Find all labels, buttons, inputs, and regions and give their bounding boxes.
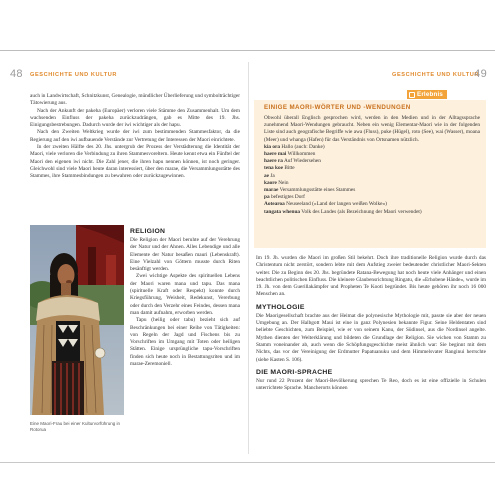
top-divider bbox=[0, 50, 495, 51]
sprache-heading: DIE MAORI-SPRACHE bbox=[256, 368, 333, 376]
left-running-head: GESCHICHTE UND KULTUR bbox=[30, 72, 118, 78]
paragraph: Nur rund 22 Prozent der Maori-Bevölkerung sprechen Te Reo, doch es ist eine offizielle in Schulen unterrichtete Sprache. Mancherorts können bbox=[256, 377, 486, 392]
glossary-item: pa befestigtes Dorf bbox=[264, 194, 305, 201]
left-intro-text bbox=[30, 93, 240, 181]
glossary-item: haere ra Auf Wiedersehen bbox=[264, 158, 321, 165]
maori-woman-photo bbox=[30, 225, 124, 415]
right-column-text bbox=[256, 255, 486, 392]
religion-section bbox=[130, 228, 240, 368]
religion-heading: RELIGION bbox=[130, 228, 166, 235]
photo-illustration bbox=[30, 225, 124, 415]
paragraph: Zwei wichtige Aspekte des spirituellen Lebens der Maori waren mana und tapu. Das mana (spirituelle Kraft oder Respekt) konnte durch Kriegsführung, Weisheit, Redekunst, Vererbung oder durch den Verzehr eines Feindes, dessen mana man damit aufnahm, erworben werden. bbox=[130, 273, 240, 316]
paragraph: auch in Landwirtschaft, Schnitzkunst, Genealogie, mündlicher Überlieferung und symbolträchtiger Tätowierung aus. bbox=[30, 93, 240, 107]
mythologie-heading: MYTHOLOGIE bbox=[256, 303, 305, 311]
erlebnis-intro: Obwohl überall Englisch gesprochen wird, werden in den Medien und in der Alltagssprache zunehmend Maori-Wendungen gebraucht. Neben ein wenig Elementar-Maori wie in der folgenden Liste sind auch geografische Begriffe wie awa (Fluss), puke (Hügel), roto (See), wai (Wasser), moana (Meer) und whanga (Hafen) für das Verständnis von Ortsnamen nützlich. bbox=[264, 115, 480, 143]
paragraph: Die Maorigesellschaft brachte aus der Heimat die polynesische Mythologie mit, passte sie aber der neuen Umgebung an. Der Halbgott Maui ist eine in ganz Polynesien bekannte Figur. Seine Heldentaten sind beliebte Geschichten, zum Beispiel, wie er von seinem Kanu, der Südinsel, aus die Nordinsel angelte. Mythen dienten der Welterklärung und bildeten die Grundlage der Religion. Sie wichen von Stamm zu Stamm voneinander ab, auch wenn die Schöpfungsgeschichte meist ähnlich war: Sie beginnt mit dem Nichts, das vor der Vereinigung der Erdmutter Papatuanuku und dem Himmelsvater Ranginui herrschte (siehe Kasten S. 106). bbox=[256, 312, 486, 363]
glossary-list bbox=[264, 144, 480, 216]
erlebnis-box bbox=[254, 100, 486, 248]
paragraph: Tapu (heilig oder tabu) bezieht sich auf Beschränkungen bei einer Reihe von Tätigkeiten: von Regeln der Jagd und Fischens bis zu Vorschriften im Umgang mit Toten oder heiligen Stätten. Einige ursprüngliche tapu-Vorschriften finden sich heute noch in Bestattungsriten und im marae-Zeremoniell. bbox=[130, 317, 240, 368]
glossary-item: Aotearoa Neuseeland (»Land der langen weißen Wolke«) bbox=[264, 201, 387, 208]
glossary-item: kia ora Hallo (auch: Danke) bbox=[264, 143, 325, 150]
glossary-item: ae Ja bbox=[264, 172, 275, 179]
page-gutter bbox=[248, 62, 249, 454]
erlebnis-label: Erlebnis bbox=[417, 91, 444, 98]
paragraph: Im 19. Jh. wurden die Maori im großen Stil bekehrt. Doch ihre traditionelle Religion wurde durch das Christentum nicht zerstört, sondern lebte mit dem Aufstieg zweier bedeutender christlicher Maori-Sekten weiter. Die zu Beginn des 20. Jhs. begründete Ratana-Bewegung hat noch heute viele Anhänger und einen beachtlichen politischen Einfluss. Die kleinere Glaubensrichtung Ringatu, die »Erhobene Hände«, wurde im 19. Jh. von dem Guerillakämpfer und Propheten Te Kooti begründet. Bis heute gehören ihr noch 16 000 Menschen an. bbox=[256, 255, 486, 298]
paragraph: Nach der Ankunft der pakeha (Europäer) verloren viele Stämme den Zusammenhalt. Um dem wachsenden Einfluss der pakeha zurückzudrängen, gab es Mitte des 19. Jhs. Einigungsbestrebungen. Dadurch wurde der iwi wichtiger als der hapu. bbox=[30, 107, 240, 129]
glossary-item: tena koe Bitte bbox=[264, 165, 295, 172]
erlebnis-title: EINIGE MAORI-WÖRTER UND -WENDUNGEN bbox=[264, 104, 411, 111]
erlebnis-tag bbox=[407, 90, 447, 99]
paragraph: In der zweiten Hälfte des 20. Jhs. untergrub der Prozess der Verstädterung die Identität der Maori, viele verloren die Verbindung zu ihren Stammesvoreltern. Heute kennt etwa ein Fünftel der Maori den eigenen iwi nicht. Die Zahl jener, die ihren hapu nennen können, ist noch geringer. Gleichwohl sind viele Maori heute daran interessiert, über den marae, die Versammlungsstätte des Stammes, ihre Stammesbindungen zu bewahren oder zurückzugewinnen. bbox=[30, 144, 240, 180]
photo-caption: Eine Maori-Frau bei einer Kulturvorführung in Rotorua bbox=[30, 421, 121, 432]
glossary-item: marae Versammlungsstätte eines Stammes bbox=[264, 187, 356, 194]
frame-icon bbox=[409, 92, 415, 98]
bottom-divider bbox=[0, 462, 495, 463]
glossary-item: haere mai Willkommen bbox=[264, 151, 316, 158]
glossary-item: tangata whenua Volk des Landes (als Bezeichnung der Maori verwendet) bbox=[264, 208, 422, 215]
left-page-number: 48 bbox=[10, 68, 23, 80]
right-running-head: GESCHICHTE UND KULTUR bbox=[392, 72, 480, 78]
paragraph: Nach den Zweiten Weltkrieg wurde der iwi zum bestimmenden Stammesfaktor, da die Regierung auf den iwi aufbauende Verstände zur Vertretung der Interessen der Maori einrichtete. bbox=[30, 129, 240, 143]
paragraph: Die Religion der Maori beruhte auf der Verehrung der Natur und der Ahnen. Alles Lebendige und alle Elemente der Natur besaßen mauri (Lebenskraft). Eine Vielzahl von Göttern musste durch Riten besänftigt werden. bbox=[130, 237, 240, 273]
right-page-number: 49 bbox=[474, 68, 487, 80]
glossary-item: kaore Nein bbox=[264, 179, 289, 186]
erlebnis-body bbox=[264, 115, 480, 216]
